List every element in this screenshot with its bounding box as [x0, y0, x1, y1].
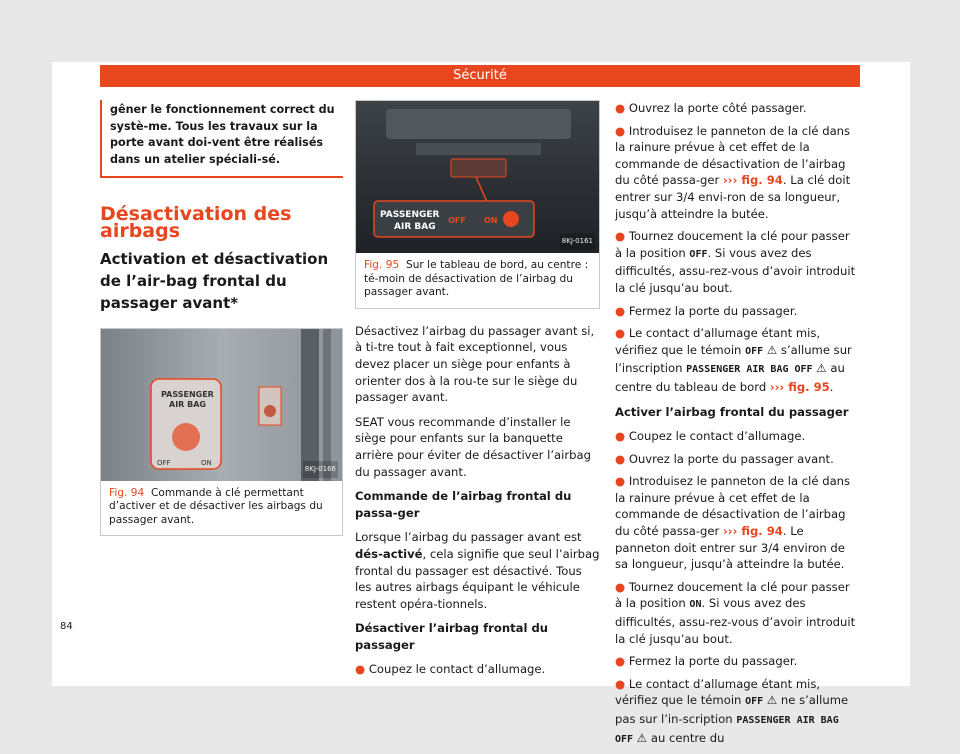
list-item: ● Introduisez le panneton de la clé dans la rainure prévue à cet effet de la commande de désactivation de l’airbag du côté passa-ger ››› fig. 94. La clé doit entrer sur 3/4 envi-ron de sa longueur, jusqu’à atteindre la butée.	[615, 123, 851, 221]
list-item: ● Ouvrez la porte du passager avant.	[615, 451, 834, 466]
door-panel-illustration	[101, 329, 342, 481]
subheading: Désactiver l’airbag frontal du passager	[355, 621, 549, 652]
section-header: Sécurité	[100, 65, 860, 87]
list-item: ● Fermez la porte du passager.	[615, 303, 798, 318]
image-label-airbag: AIR BAG	[394, 222, 436, 232]
list-item: ● Tournez doucement la clé pour passer à la position OFF. Si vous avez des difficultés, assu-rez-vous d’avoir introduit la clé jusqu’au bout.	[615, 229, 856, 295]
airbag-off-icon: ⚠	[763, 693, 778, 708]
image-label-off: OFF	[448, 216, 466, 225]
subsection-title: Activation et désactivation de l’air-bag frontal du passager avant*	[100, 249, 329, 312]
column-2	[355, 100, 600, 684]
figure-caption	[101, 481, 342, 536]
figure-link[interactable]: ››› fig. 95	[769, 379, 830, 394]
list-item: ● Le contact d’allumage étant mis, vérifiez que le témoin OFF ⚠ ne s’allume pas sur l’in-scription PASSENGER AIR BAG OFF ⚠ au centre du	[615, 676, 849, 745]
list-item: ● Coupez le contact d’allumage.	[355, 662, 546, 677]
subheading: Commande de l’airbag frontal du passa-ger	[355, 489, 572, 520]
list-item: ● Fermez la porte du passager.	[615, 654, 798, 669]
figure-link[interactable]: ››› fig. 94	[723, 173, 783, 188]
airbag-off-icon: ⚠	[812, 361, 827, 376]
warning-box: gêner le fonctionnement correct du systè-me. Tous les travaux sur la porte avant doi-vent être réalisés dans un atelier spéciali-sé.	[100, 100, 343, 178]
image-label-off: OFF	[157, 458, 171, 467]
column-1	[100, 100, 343, 536]
image-label-on: ON	[484, 216, 498, 225]
list-item: ● Introduisez le panneton de la clé dans la rainure prévue à cet effet de la commande de désactivation de l’airbag du côté passa-ger ››› fig. 94. Le panneton doit entrer sur 3/4 environ de sa longueur, jusqu’à atteindre la butée.	[615, 474, 851, 572]
image-label-airbag: AIR BAG	[169, 399, 206, 409]
caption-text: Commande à clé permettant d’activer et de désactiver les airbags du passager avant.	[109, 486, 323, 526]
figure-95	[355, 100, 600, 309]
paragraph: Lorsque l’airbag du passager avant est dés-activé, cela signifie que seul l’airbag frontal du passager est désactivé. Tous les autres airbags équipant le véhicule restent opéra-tionnels.	[355, 530, 600, 611]
list-item: ● Coupez le contact d’allumage.	[615, 429, 806, 444]
image-label-passenger: PASSENGER	[161, 389, 214, 399]
dashboard-illustration	[356, 101, 599, 253]
page-number: 84	[60, 621, 73, 632]
subheading: Activer l’airbag frontal du passager	[615, 404, 849, 419]
paragraph: Désactivez l’airbag du passager avant si, à ti-tre tout à fait exceptionnel, vous devez placer un siège pour enfants à orienter dos à la rou-te sur le siège du passager avant.	[355, 323, 595, 405]
image-code: 8KJ-0166	[303, 461, 338, 478]
figure-95-image	[356, 101, 599, 253]
image-label-on: ON	[201, 458, 212, 467]
figure-number: Fig. 94	[109, 486, 145, 499]
caption-text: Sur le tableau de bord, au centre : té-moin de désactivation de l’airbag du passager avant.	[364, 259, 589, 299]
list-item: ● Le contact d’allumage étant mis, vérifiez que le témoin OFF ⚠ s’allume sur l’inscription PASSENGER AIR BAG OFF ⚠ au centre du tableau de bord ››› fig. 95.	[615, 326, 852, 394]
figure-94-image	[101, 329, 342, 481]
image-label-passenger: PASSENGER	[380, 210, 440, 220]
figure-link[interactable]: ››› fig. 94	[723, 524, 783, 539]
airbag-off-icon: ⚠	[633, 730, 648, 745]
airbag-off-icon: ⚠	[763, 342, 778, 357]
list-item: ● Tournez doucement la clé pour passer à la position ON. Si vous avez des difficultés, assu-rez-vous d’avoir introduit la clé jusqu’au bout.	[615, 579, 856, 646]
figure-caption	[356, 253, 599, 308]
section-title: Désactivation des airbags	[100, 203, 292, 242]
image-code: 8KJ-0161	[560, 233, 595, 250]
column-3	[615, 100, 860, 754]
list-item: ● Ouvrez la porte côté passager.	[615, 101, 807, 115]
paragraph: SEAT vous recommande d’installer le siège pour enfants sur la banquette arrière pour éviter de désactiver l’airbag du passager avant.	[355, 414, 591, 479]
figure-number: Fig. 95	[364, 259, 400, 271]
figure-94	[100, 328, 343, 537]
